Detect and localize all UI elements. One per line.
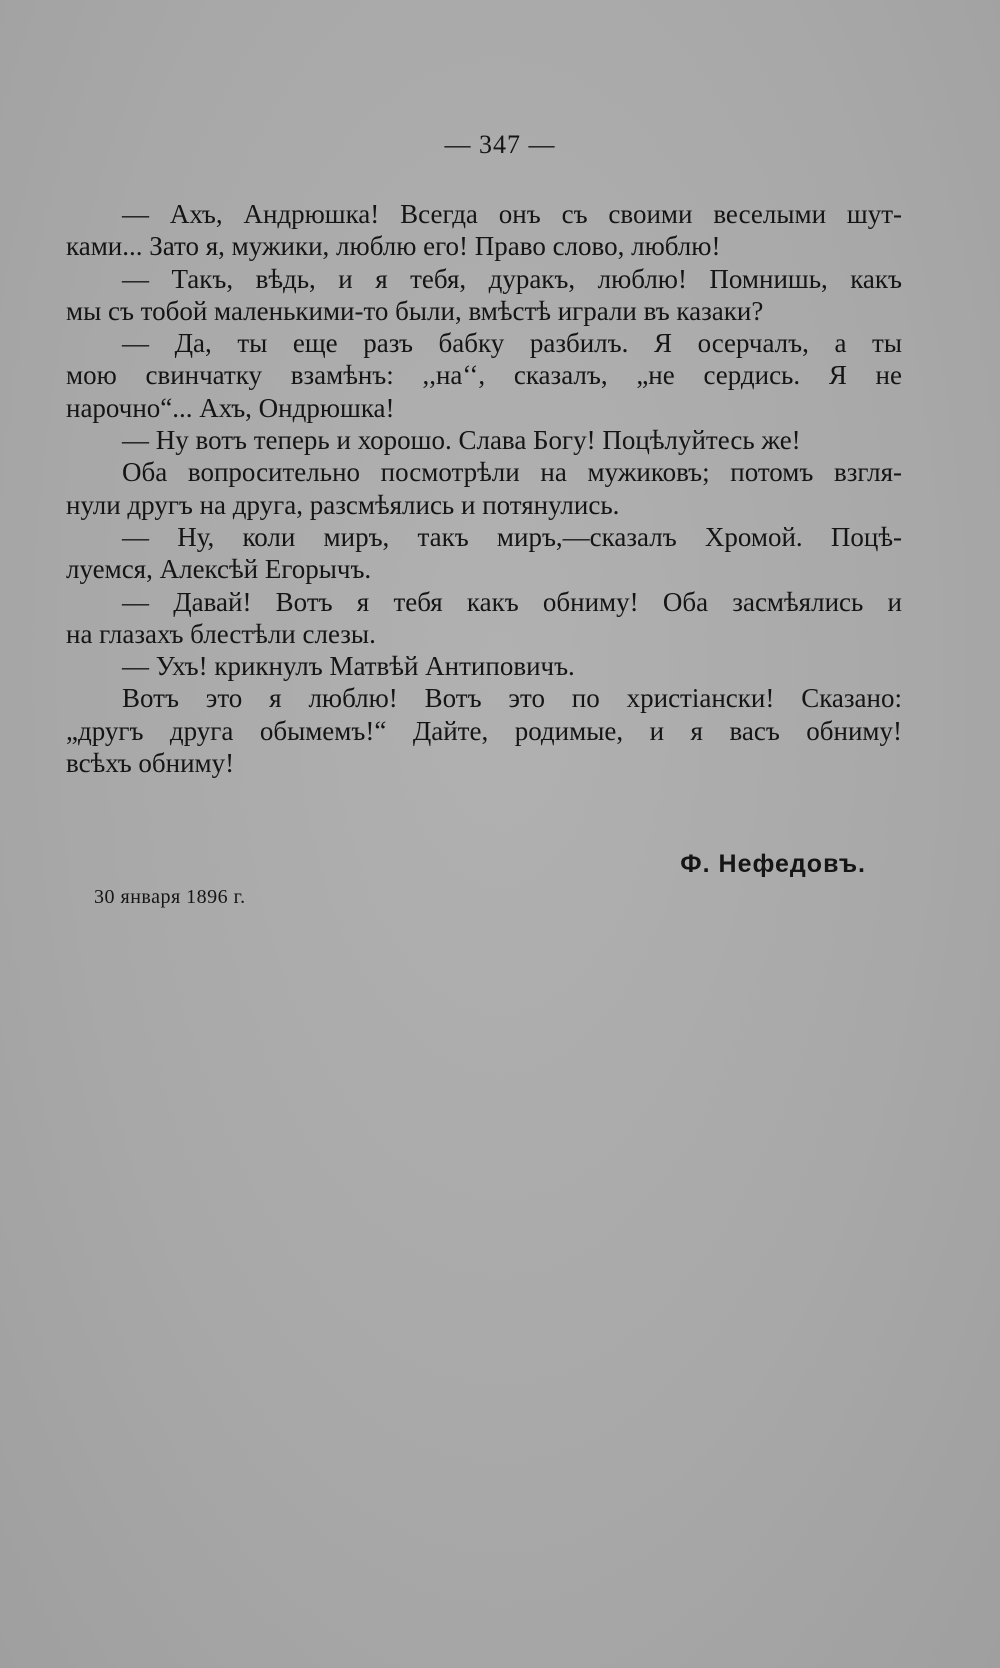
text-line: — Такъ, вѣдь, и я тебя, дуракъ, люблю! Помнишь, какъ — [122, 263, 902, 294]
text-line: нули другъ на друга, разсмѣялись и потянулись. — [66, 489, 620, 520]
text-line: нарочно“... Ахъ, Ондрюшка! — [66, 392, 395, 423]
text-line: всѣхъ обниму! — [66, 748, 235, 779]
text-line: луемся, Алексѣй Егорычъ. — [66, 554, 372, 585]
text-line: — Давай! Вотъ я тебя какъ обниму! Оба засмѣялись и — [122, 586, 902, 617]
body-text — [66, 198, 902, 779]
text-line: „другъ друга обымемъ!“ Дайте, родимые, и я васъ обниму! — [66, 715, 902, 746]
text-line: Вотъ это я люблю! Вотъ это по христіански! Сказано: — [122, 683, 902, 714]
text-line: — Ну вотъ теперь и хорошо. Слава Богу! Поцѣлуйтесь же! — [122, 425, 801, 456]
author-signature: Ф. Нефедовъ. — [680, 850, 866, 878]
text-line: — Ухъ! крикнулъ Матвѣй Антиповичъ. — [122, 651, 575, 682]
text-line: мы съ тобой маленькими-то были, вмѣстѣ играли въ казаки? — [66, 295, 764, 326]
text-line: ками... Зато я, мужики, люблю его! Право слово, люблю! — [66, 231, 721, 262]
text-line: на глазахъ блестѣли слезы. — [66, 618, 376, 649]
text-line: Оба вопросительно посмотрѣли на мужиковъ; потомъ взгля- — [122, 457, 902, 488]
page-number: — 347 — — [444, 130, 556, 159]
text-line: — Ну, коли миръ, такъ миръ,—сказалъ Хромой. Поцѣ- — [122, 521, 902, 552]
text-line: — Ахъ, Андрюшка! Всегда онъ съ своими веселыми шут- — [122, 199, 902, 229]
date-line: 30 января 1896 г. — [94, 886, 246, 908]
text-line: — Да, ты еще разъ бабку разбилъ. Я осерчалъ, а ты — [122, 328, 902, 359]
text-line: мою свинчатку взамѣнъ: ,,на‘‘, сказалъ, „не сердись. Я не — [66, 360, 902, 391]
